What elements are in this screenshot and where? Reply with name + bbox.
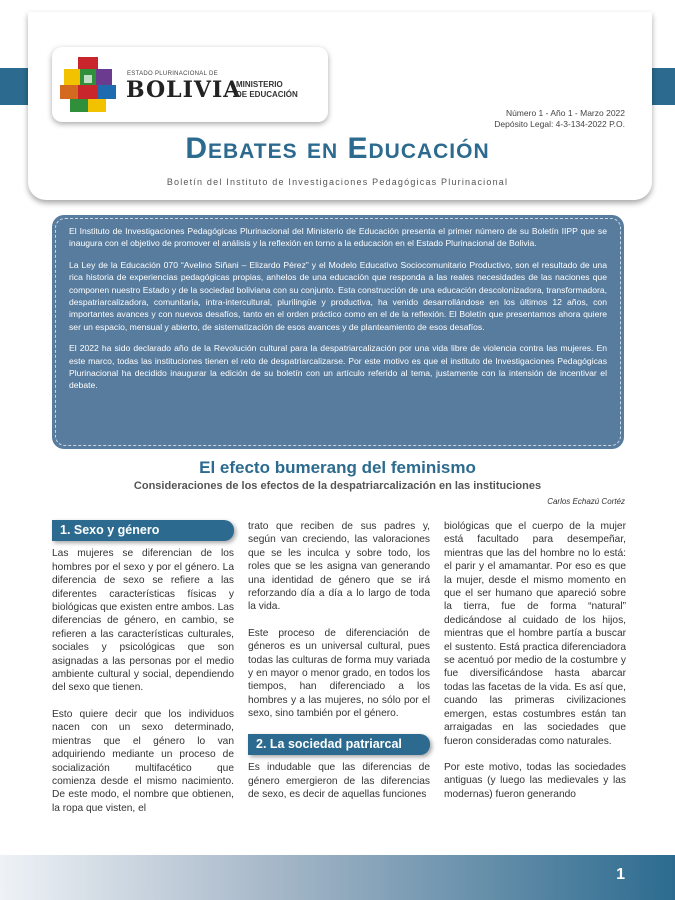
column-2-paragraph-3: Es indudable que las diferencias de género emergieron de las diferencias de sexo, es decir de aquellas funciones	[248, 762, 430, 800]
column-1	[52, 520, 234, 828]
article-title: El efecto bumerang del feminismo	[199, 458, 476, 477]
column-3-paragraph-1: biológicas que el cuerpo de la mujer está facultado para desempeñar, mientras que las del hombre no lo está: el parir y el amamantar. Por eso es que la mujer, desde el mismo momento en que el ser humano que apareció sobre la tierra, fue de forma “natural” dedicándose al cuidado de los hijos, mientras que el hombre partía a buscar el sustento. Está practica diferenciadora se acentuó por medio de la costumbre y fue diversificándose hasta abarcar todas las facetas de la vida. Es así que, cuando las primeras civilizaciones emergen, estas costumbres están tan arraigadas en las sociedades que fueron consideradas como naturales.	[444, 521, 626, 747]
estado-label: ESTADO PLURINACIONAL DE	[127, 71, 218, 77]
column-1-paragraph-1: Las mujeres se diferencian de los hombres por el sexo y por el género. La diferencia de sexo se refiere a las diferentes características físicas y biológicas que existen entre ambos. Las diferencias de género, en cambio, se refieren a las características culturales, sociales y psicológicas que son asignadas a las personas por el medio ambiente cultural y social, dependiendo del sexo que tienen.	[52, 548, 234, 694]
column-2-paragraph-1: trato que reciben de sus padres y, según van creciendo, las valoraciones que se les inculca y sobre todo, los roles que se les asigna van generando una identidad de género que se irá reforzando día a día a lo largo de toda la vida.	[248, 521, 430, 613]
deposito-line: Depósito Legal: 4-3-134-2022 P.O.	[494, 119, 625, 129]
column-3-paragraph-2: Por este motivo, todas las sociedades antiguas (y luego las medievales y las modernas) fueron generando	[444, 761, 626, 800]
column-2	[248, 520, 430, 814]
column-1-paragraph-2: Esto quiere decir que los individuos nacen con un sexo determinado, mientras que el género lo van adquiriendo mediante un proceso de socialización multifacético que comienza desde el mismo nacimiento. De este modo, el nombre que obtienen, la ropa que visten, el	[52, 708, 234, 814]
bulletin-title: Debates en Educación	[185, 132, 490, 165]
issue-info	[494, 108, 625, 130]
intro-paragraph-1: El Instituto de Investigaciones Pedagógicas Plurinacional del Ministerio de Educación presenta el primer número de su Boletín IIPP que se inaugura con el objetivo de promover el análisis y la reflexión en torno a la educación en el Estado Plurinacional de Bolivia.	[69, 226, 607, 249]
article-subtitle: Consideraciones de los efectos de la despatriarcalización en las instituciones	[133, 480, 542, 492]
issue-line: Número 1 - Año 1 - Marzo 2022	[505, 108, 625, 118]
bolivia-emblem-icon	[58, 55, 118, 115]
page-number: 1	[616, 866, 625, 883]
footer-band	[0, 855, 675, 900]
ministerio-line-2: DE EDUCACIÓN	[236, 90, 298, 99]
section-heading-1: 1. Sexo y género	[52, 520, 234, 541]
bolivia-label: BOLIVIA	[126, 77, 242, 103]
bulletin-subtitle: Boletín del Instituto de Investigaciones Pedagógicas Plurinacional	[166, 177, 509, 187]
ministry-logo	[52, 47, 328, 122]
ministerio-label	[236, 80, 298, 100]
column-2-paragraph-2: Este proceso de diferenciación de géneros es un universal cultural, pues todas las culturas de forma muy variada y en mayor o menor grado, en todos los tiempos, han diferenciado a los hombres y a las mujeres, no sólo por el sexo, sino también por el género.	[248, 627, 430, 720]
section-heading-2: 2. La sociedad patriarcal	[248, 734, 430, 755]
ministerio-line-1: MINISTERIO	[236, 80, 283, 89]
intro-paragraph-3: El 2022 ha sido declarado año de la Revolución cultural para la despatriarcalización por una vida libre de violencia contra las mujeres. En este marco, todas las instituciones tienen el reto de despatriarcalizarse. Por este motivo es que el instituto de Investigaciones Pedagógicas Plurinacional ha decidido inaugurar la edición de su boletín con un artículo referido al tema, justamente con la intensión de incentivar el debate.	[69, 343, 607, 391]
intro-text	[69, 225, 607, 401]
intro-box	[52, 215, 624, 449]
intro-paragraph-2: La Ley de la Educación 070 “Avelino Siñani – Elizardo Pérez” y el Modelo Educativo Sociocomunitario Productivo, son el resultado de una rica historia de experiencias pedagógicas propias, anhelos de una educación que responda a las reales necesidades de las naciones que componen nuestro Estado y de la sociedad boliviana con su conjunto. Esta construcción de una educación descolonizadora, transformadora, despatriarcalizadora, comunitaria, intra-intercultural, plurilingüe y productiva, ha venido desarrollándose en los últimos 12 años, con importantes avances y con nuevos desafíos, tanto en el orden práctico como en el de la reflexión. El Boletín que presentamos ahora quiere ser un espacio, mensual y abierto, de sistematización de esos avances y de planteamiento de esos desafíos.	[69, 259, 607, 332]
column-3	[444, 520, 626, 814]
article-author: Carlos Echazú Cortéz	[547, 497, 625, 506]
